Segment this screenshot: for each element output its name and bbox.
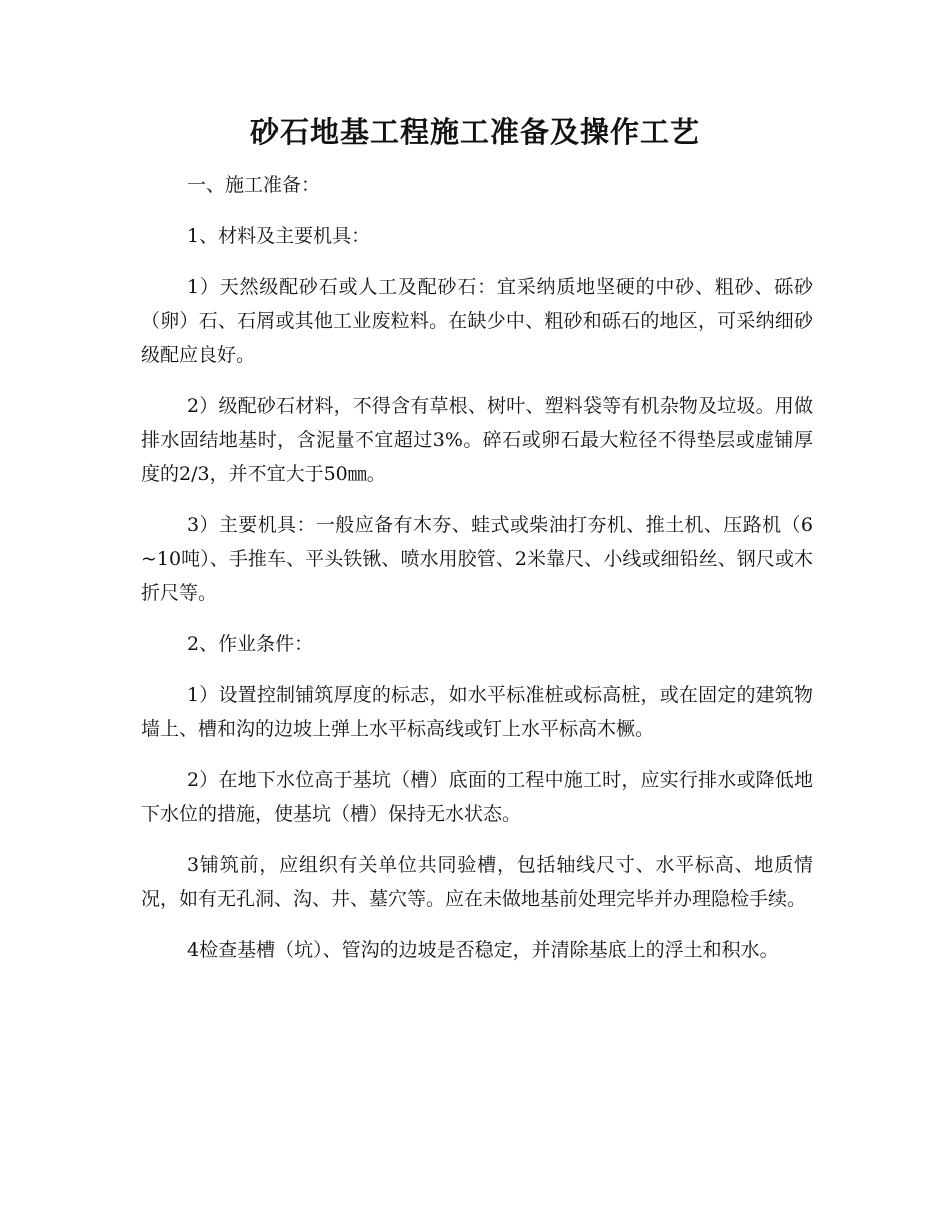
paragraph-slope-check: 4检查基槽（坑）、管沟的边坡是否稳定，并清除基底上的浮土和积水。 xyxy=(187,939,779,961)
paragraph-dewatering: 2）在地下水位高于基坑（槽）底面的工程中施工时，应实行排水或降低地下水位的措施，使基坑（槽）保持无水状态。 xyxy=(141,769,813,825)
paragraph-trench-inspection: 3铺筑前，应组织有关单位共同验槽，包括轴线尺寸、水平标高、地质情况，如有无孔洞、沟、井、墓穴等。应在未做地基前处理完毕并办理隐检手续。 xyxy=(141,854,813,910)
paragraph-thickness-markers: 1）设置控制铺筑厚度的标志，如水平标准桩或标高桩，或在固定的建筑物墙上、槽和沟的边坡上弹上水平标高线或钉上水平标高木橛。 xyxy=(141,684,813,740)
document-title: 砂石地基工程施工准备及操作工艺 xyxy=(249,115,700,149)
subsection-heading-materials: 1、材料及主要机具： xyxy=(187,225,371,247)
document-body xyxy=(141,168,813,984)
section-heading-preparation: 一、施工准备： xyxy=(187,174,321,196)
subsection-heading-work-conditions: 2、作业条件： xyxy=(187,633,314,655)
paragraph-main-equipment: 3）主要机具：一般应备有木夯、蛙式或柴油打夯机、推土机、压路机（6~10吨）、手推车、平头铁锹、喷水用胶管、2米靠尺、小线或细铅丝、钢尺或木折尺等。 xyxy=(141,514,813,604)
paragraph-material-requirements: 2）级配砂石材料，不得含有草根、树叶、塑料袋等有机杂物及垃圾。用做排水固结地基时，含泥量不宜超过3%。碎石或卵石最大粒径不得垫层或虚铺厚度的2/3，并不宜大于50㎜。 xyxy=(141,395,813,485)
paragraph-natural-graded-sand: 1）天然级配砂石或人工及配砂石：宜采纳质地坚硬的中砂、粗砂、砾砂（卵）石、石屑或其他工业废粒料。在缺少中、粗砂和砾石的地区，可采纳细砂级配应良好。 xyxy=(141,276,813,366)
